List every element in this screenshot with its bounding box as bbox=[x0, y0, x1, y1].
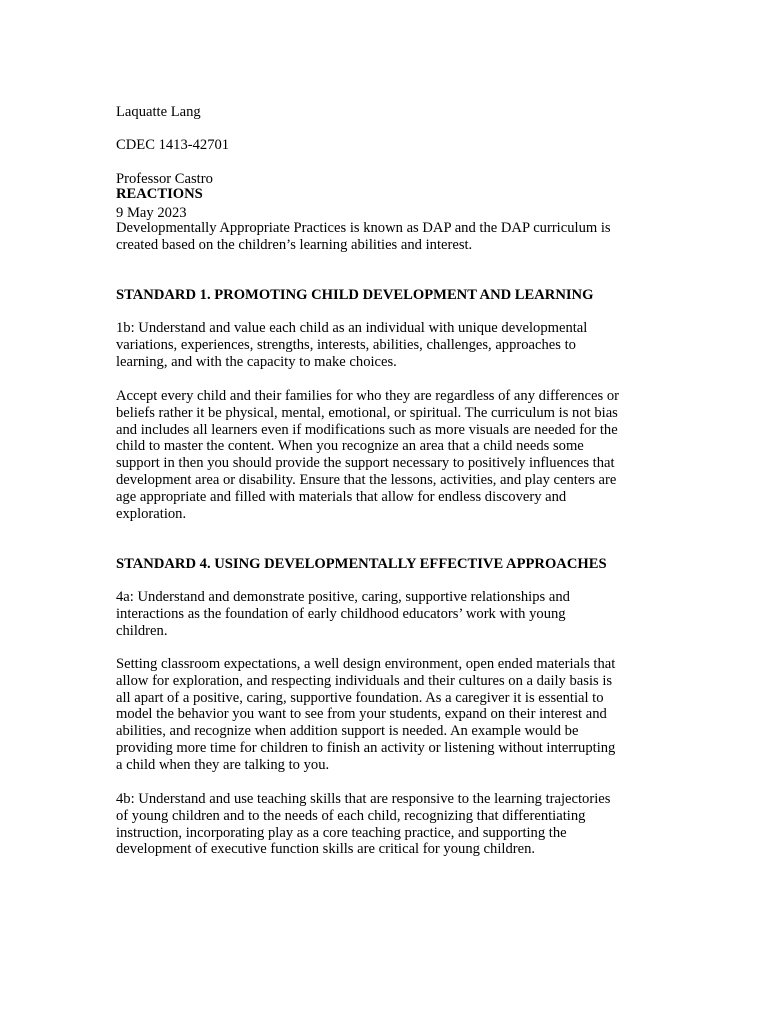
reactions-intro: Developmentally Appropriate Practices is known as DAP and the DAP curriculum is created based on the children’s learning abilities and interest. bbox=[116, 220, 611, 253]
standard-4b-item: 4b: Understand and use teaching skills that are responsive to the learning trajectories of young children and to the needs of each child, recognizing that differentiating instruction, incorporating play as a core teaching practice, and supporting the development of executive function skills are critical for young children. bbox=[116, 791, 611, 858]
standard-4a-response: Setting classroom expectations, a well design environment, open ended materials that allow for exploration, and respecting individuals and their cultures on a daily basis is all apart of a positive, caring, supportive foundation. As a caregiver it is essential to model the behavior you want to see from your students, expand on their interest and abilities, and recognize when addition support is needed. An example would be providing more time for children to finish an activity or listening without interrupting a child when they are talking to you. bbox=[116, 656, 616, 773]
professor-name: Professor Castro bbox=[116, 170, 213, 187]
standard-1b-item: 1b: Understand and value each child as an individual with unique developmental variations, experiences, strengths, interests, abilities, challenges, approaches to learning, and with the capacity to make choices. bbox=[116, 320, 588, 370]
header-block bbox=[116, 87, 656, 238]
reactions-heading: REACTIONS bbox=[116, 186, 203, 202]
standard-4-heading: STANDARD 4. USING DEVELOPMENTALLY EFFECTIVE APPROACHES bbox=[116, 556, 607, 572]
document-date: 9 May 2023 bbox=[116, 204, 187, 221]
course-code: CDEC 1413-42701 bbox=[116, 137, 230, 154]
standard-1b-response: Accept every child and their families for who they are regardless of any differences or beliefs rather it be physical, mental, emotional, or spiritual. The curriculum is not bias and includes all learners even if modifications such as more visuals are needed for the child to master the content. When you recognize an area that a child needs some support in then you should provide the support necessary to positively influences that development area or disability. Ensure that the lessons, activities, and play centers are age appropriate and filled with materials that allow for endless discovery and exploration. bbox=[116, 388, 619, 522]
author-name: Laquatte Lang bbox=[116, 103, 201, 120]
standard-1-heading: STANDARD 1. PROMOTING CHILD DEVELOPMENT AND LEARNING bbox=[116, 287, 594, 303]
standard-4a-item: 4a: Understand and demonstrate positive, caring, supportive relationships and interactions as the foundation of early childhood educators’ work with young children. bbox=[116, 589, 570, 639]
